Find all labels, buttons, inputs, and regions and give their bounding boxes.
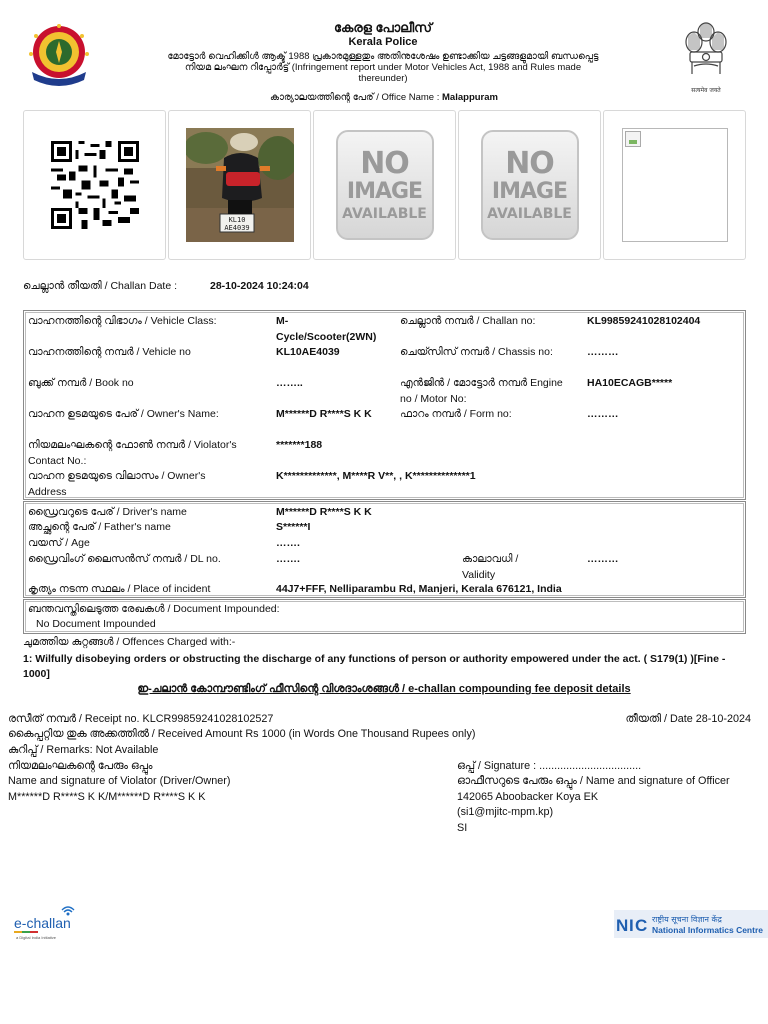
no-image-cell-1 xyxy=(313,110,456,260)
receipt-date: തീയതി / Date 28-10-2024 xyxy=(625,713,751,725)
owner-name-label: വാഹന ഉടമയുടെ പേര് / Owner's Name: xyxy=(28,408,219,420)
national-emblem-icon xyxy=(682,18,730,96)
nic-english-text: National Informatics Centre xyxy=(652,925,763,935)
emblem-caption: सत्यमेव जयते xyxy=(691,87,721,94)
engine-no-value: HA10ECAGB***** xyxy=(587,377,673,389)
chassis-label: ചെയ്സിസ് നമ്പർ / Chassis no: xyxy=(400,346,553,358)
documents-box xyxy=(23,599,746,634)
place-label: കൃത്യം നടന്ന സ്ഥലം / Place of incident xyxy=(28,583,211,595)
plate-line1: KL10 xyxy=(228,216,245,224)
validity-label: കാലാവധി / Validity xyxy=(462,553,519,581)
violator-sign-ml: നിയമലംഘകന്റെ പേരും ഒപ്പും xyxy=(8,760,153,772)
challan-no-value: KL99859241028102404 xyxy=(587,315,701,327)
no-image-cell-2 xyxy=(458,110,601,260)
father-name-label: അച്ഛന്റെ പേര് / Father's name xyxy=(28,521,171,533)
receipt-no: രസീത് നമ്പർ / Receipt no. KLCR99859241028102527 xyxy=(8,713,274,725)
vehicle-class-value: M-Cycle/Scooter(2WN) xyxy=(276,315,377,343)
nic-hindi-text: राष्ट्रीय सूचना विज्ञान केंद्र xyxy=(652,915,722,924)
violator-names: M******D R****S K K/M******D R****S K K xyxy=(8,791,206,803)
book-no-label: ബുക്ക് നമ്പർ / Book no xyxy=(28,377,134,389)
vehicle-class-label: വാഹനത്തിന്റെ വിഭാഗം / Vehicle Class: xyxy=(28,315,217,327)
no-image-text-line3: AVAILABLE xyxy=(487,206,572,222)
engine-no-label: എൻജിൻ / മോട്ടോർ നമ്പർ Engine no / Motor No: xyxy=(400,377,563,405)
driver-details-box xyxy=(23,501,746,598)
validity-value: ……… xyxy=(587,553,619,565)
offences-label: ചുമത്തിയ കുറ്റങ്ങൾ / Offences Charged with:- xyxy=(23,636,236,648)
header-titles xyxy=(150,20,616,84)
deposit-title: ഇ-ചലാൻ കോമ്പൗണ്ടിംഗ് ഫീസിന്റെ വിശദാംശങ്ങൾ / e-challan compounding fee deposit details xyxy=(137,683,631,695)
driver-name-value: M******D R****S K K xyxy=(276,506,372,518)
age-value: ……. xyxy=(276,537,300,549)
echallan-logo-text: e-challan xyxy=(14,915,71,931)
dl-no-label: ഡ്രൈവിംഗ് ലൈസൻസ് നമ്പർ / DL no. xyxy=(28,553,221,565)
vehicle-no-value: KL10AE4039 xyxy=(276,346,340,358)
vehicle-photo[interactable] xyxy=(186,128,294,242)
officer-rank: SI xyxy=(457,822,468,834)
no-image-text-line2: IMAGE xyxy=(491,179,568,204)
plate-line2: AE4039 xyxy=(223,224,250,232)
challan-date xyxy=(23,279,353,294)
title-malayalam: കേരള പോലീസ് xyxy=(334,20,432,35)
vehicle-photo-cell xyxy=(168,110,311,260)
svg-text:I: I xyxy=(629,916,634,935)
offence-item: 1: Wilfully disobeying orders or obstructing the discharge of any functions of person or authority empowered under the act. ( S179(1) )[Fine - 1000] xyxy=(23,653,726,680)
challan-date-value: 28-10-2024 10:24:04 xyxy=(210,280,309,292)
driver-name-label: ഡ്രൈവറുടെ പേര് / Driver's name xyxy=(28,506,187,518)
no-image-text-line1: NO xyxy=(360,146,409,181)
dl-no-value: ……. xyxy=(276,553,300,565)
report-description: മോട്ടോർ വെഹിക്കിൾ ആക്ട് 1988 പ്രകാരമുള്ളതും അതിനുശേഷം ഉണ്ടാക്കിയ ചട്ടങ്ങളുമായി ബന്ധപ്പെട്ട നിയമ ലംഘന റിപ്പോർട്ട് (Infringement report under Motor Vehicles Act, 1988 and Rules made thereunder) xyxy=(167,51,599,84)
broken-image-icon xyxy=(625,131,641,147)
office-label: കാര്യാലയത്തിന്റെ പേര് / Office Name : xyxy=(270,92,443,103)
contact-value: *******188 xyxy=(276,439,323,451)
no-image-placeholder xyxy=(481,130,579,240)
chassis-value: ……… xyxy=(587,346,619,358)
age-label: വയസ് / Age xyxy=(28,537,90,549)
office-line xyxy=(0,92,768,103)
no-image-text-line3: AVAILABLE xyxy=(342,206,427,222)
office-name: Malappuram xyxy=(442,92,498,103)
father-name-value: S******I xyxy=(276,521,311,533)
evidence-images xyxy=(23,110,746,260)
received-amount: കൈപ്പറ്റിയ തുക അക്കത്തിൽ / Received Amount Rs 1000 (in Words One Thousand Rupees only) xyxy=(8,728,476,740)
challan-date-label: ചെല്ലാൻ തീയതി / Challan Date : xyxy=(23,280,177,292)
address-label: വാഹന ഉടമയുടെ വിലാസം / Owner's Address xyxy=(28,470,206,498)
svg-text:N: N xyxy=(616,916,629,935)
challan-no-label: ചെല്ലാൻ നമ്പർ / Challan no: xyxy=(400,315,536,327)
book-no-value: …….. xyxy=(276,377,303,389)
broken-image xyxy=(622,128,728,242)
form-no-label: ഫാറം നമ്പർ / Form no: xyxy=(400,408,512,420)
documents-label: ബന്തവസ്തിലെടുത്ത രേഖകൾ / Document Impounded: xyxy=(28,603,280,615)
echallan-logo-icon xyxy=(12,906,82,942)
documents-value: No Document Impounded xyxy=(36,618,156,630)
qr-code-cell xyxy=(23,110,166,260)
place-value: 44J7+FFF, Nelliparambu Rd, Manjeri, Kerala 676121, India xyxy=(276,583,562,595)
form-no-value: ……… xyxy=(587,408,619,420)
no-image-text-line2: IMAGE xyxy=(346,179,423,204)
violator-sign-en: Name and signature of Violator (Driver/Owner) xyxy=(8,775,231,787)
no-image-text-line1: NO xyxy=(505,146,554,181)
signature-line: ഒപ്പ് / Signature : .................................. xyxy=(457,760,642,772)
title-english: Kerala Police xyxy=(348,36,418,48)
officer-sign-label: ഓഫീസറുടെ പേരും ഒപ്പും / Name and signature of Officer xyxy=(457,775,730,787)
echallan-tagline: a Digital India Initiative xyxy=(16,935,57,940)
remarks: കുറിപ്പ് / Remarks: Not Available xyxy=(8,744,159,756)
officer-email: (si1@mjitc-mpm.kp) xyxy=(457,806,554,818)
qr-code-icon[interactable] xyxy=(51,139,139,231)
header xyxy=(0,0,768,108)
contact-label: നിയമലംഘകന്റെ ഫോൺ നമ്പർ / Violator's Contact No.: xyxy=(28,439,237,467)
nic-logo-icon xyxy=(614,910,768,938)
owner-name-value: M******D R****S K K xyxy=(276,408,372,420)
address-value: K*************, M****R V**, , K**************1 xyxy=(276,470,476,482)
vehicle-details-box xyxy=(23,310,746,500)
officer-name: 142065 Aboobacker Koya EK xyxy=(457,791,599,803)
broken-image-cell xyxy=(603,110,746,260)
kerala-police-logo-icon xyxy=(26,22,92,92)
vehicle-no-label: വാഹനത്തിന്റെ നമ്പർ / Vehicle no xyxy=(28,346,191,358)
svg-text:C: C xyxy=(635,916,648,935)
no-image-placeholder xyxy=(336,130,434,240)
